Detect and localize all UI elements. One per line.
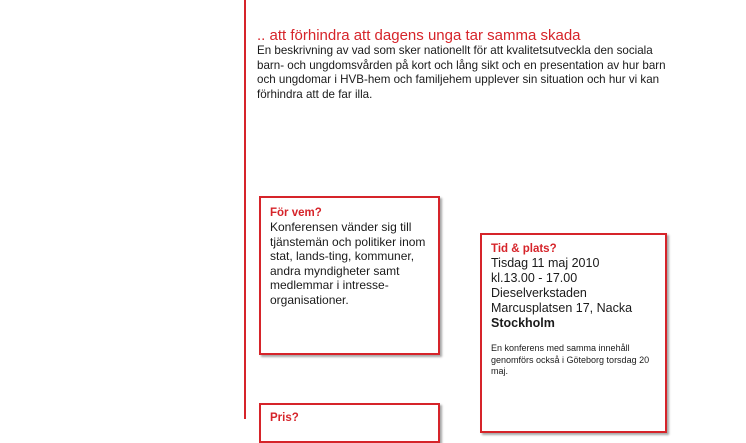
for-whom-box: [259, 196, 440, 355]
price-box: [259, 403, 440, 443]
for-whom-heading: För vem?: [270, 207, 322, 219]
event-time: kl.13.00 - 17.00: [491, 271, 578, 285]
event-venue: Dieselverkstaden: [491, 286, 587, 300]
intro-body: En beskrivning av vad som sker nationellt för att kvalitetsutveckla den sociala barn- och ungdomsvården på kort och lång sikt och en presentation av hur barn och ungdomar i HVB-hem och familjehem upplever sin situation och hur vi kan förhindra att de far illa.: [257, 44, 666, 101]
time-place-heading: Tid & plats?: [491, 243, 557, 255]
margin-rule: [244, 0, 246, 419]
intro-title: .. att förhindra att dagens unga tar samma skada: [257, 27, 581, 44]
price-heading: Pris?: [270, 412, 299, 424]
event-city: Stockholm: [491, 316, 555, 330]
for-whom-text: Konferensen vänder sig till tjänstemän och politiker inom stat, lands-ting, kommuner, andra myndigheter samt medlemmar i intresse-organisationer.: [270, 220, 426, 307]
event-date: Tisdag 11 maj 2010: [491, 256, 600, 270]
event-address: Marcusplatsen 17, Nacka: [491, 301, 633, 315]
intro-section: [257, 27, 677, 102]
time-place-box: [480, 233, 667, 433]
event-note: En konferens med samma innehåll genomförs också i Göteborg torsdag 20 maj.: [491, 343, 650, 376]
